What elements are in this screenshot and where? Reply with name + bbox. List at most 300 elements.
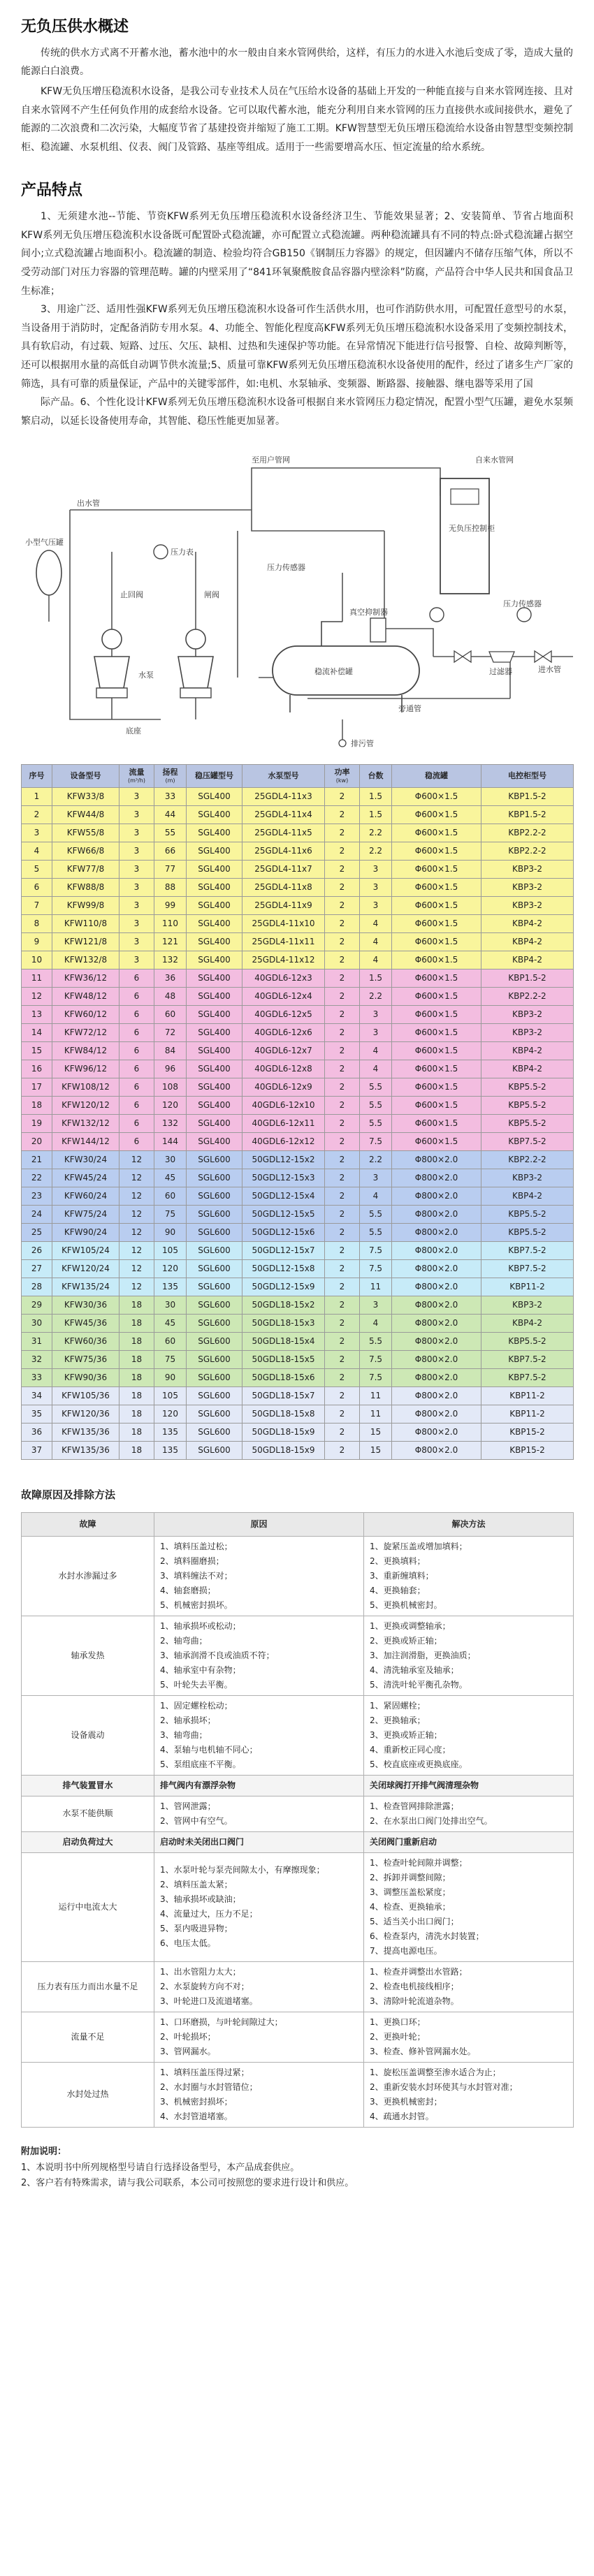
table-cell: KBP15-2 xyxy=(481,1442,574,1460)
notes-title: 附加说明： xyxy=(21,2146,67,2157)
table-cell: 3 xyxy=(119,861,154,879)
table-cell: Φ600×1.5 xyxy=(392,915,481,933)
table-cell: 50GDL12-15x9 xyxy=(242,1278,325,1296)
table-cell: 50GDL12-15x6 xyxy=(242,1224,325,1242)
table-cell: 121 xyxy=(154,933,187,951)
table-cell: 2 xyxy=(325,1260,360,1278)
table-cell: KBP5.5-2 xyxy=(481,1097,574,1115)
table-cell: KFW77/8 xyxy=(52,861,119,879)
table-cell: 34 xyxy=(22,1387,52,1405)
feature-paragraph-2: 3、用途广泛、适用性强KFW系列无负压增压稳流积水设备可作生活供水用，也可作消防供水用，可配置任意型号的水泵，当设备用于消防时，定配备消防专用水泵。4、功能全、智能化程度高KFW系列无负压增压稳流积水设备采用了变频控制技术，具有软启动，有过载、短路、过压、欠压、缺相、过热和失速保护等功能。在异常情况下能进行信号报警、自检、故障判断等，还可以根据用水量的高低自动调节供水流量;5、质量可靠KFW系列无负压增压稳流积水设备使用的配件，经过了诸多生产厂家的筛选，具有可靠的质量保证，产品中的关键零部件，如:电机、水泵轴承、变频器、断路器、接触器、继电器等采用了国 xyxy=(21,304,573,390)
table-cell: 48 xyxy=(154,988,187,1006)
table-cell: 50GDL18-15x2 xyxy=(242,1296,325,1315)
table-cell: 5.5 xyxy=(360,1115,392,1133)
table-cell: 50GDL12-15x8 xyxy=(242,1260,325,1278)
table-cell: 3 xyxy=(119,824,154,842)
table-cell: SGL600 xyxy=(187,1206,242,1224)
list-item: 2、更换或矫正轴； xyxy=(370,1635,442,1646)
table-cell: 14 xyxy=(22,1024,52,1042)
table-cell: KBP2.2-2 xyxy=(481,1151,574,1169)
list-item: 5、机械密封损坏。 xyxy=(160,1600,233,1610)
label-drain-pipe: 排污管 xyxy=(351,739,374,749)
list-item: 7、提高电源电压。 xyxy=(370,1945,442,1956)
table-cell: 25GDL4-11x7 xyxy=(242,861,325,879)
table-cell: 50GDL18-15x3 xyxy=(242,1315,325,1333)
table-row xyxy=(22,1187,574,1206)
table-cell: 2 xyxy=(325,1006,360,1024)
table-row xyxy=(22,1242,574,1260)
label-pressure-gauge: 压力表 xyxy=(171,548,194,557)
table-cell: 50GDL12-15x4 xyxy=(242,1187,325,1206)
table-cell: 18 xyxy=(119,1387,154,1405)
table-cell: Φ600×1.5 xyxy=(392,1097,481,1115)
fault-row xyxy=(22,1616,574,1695)
table-cell: 25GDL4-11x11 xyxy=(242,933,325,951)
table-cell: 5.5 xyxy=(360,1097,392,1115)
table-cell: SGL400 xyxy=(187,897,242,915)
table-cell: 37 xyxy=(22,1442,52,1460)
table-cell: 2 xyxy=(325,1133,360,1151)
label-control-cabinet: 无负压控制柜 xyxy=(449,524,495,534)
table-cell: 1.5 xyxy=(360,806,392,824)
table-cell: KFW60/36 xyxy=(52,1333,119,1351)
table-cell: 60 xyxy=(154,1006,187,1024)
list-item: 1、轴承损坏或松动； xyxy=(160,1620,241,1631)
fault-row xyxy=(22,1796,574,1831)
fault-row xyxy=(22,2062,574,2127)
table-cell: KFW75/24 xyxy=(52,1206,119,1224)
list-item: 4、清洗轴承室及轴承； xyxy=(370,1664,459,1675)
table-cell: 132 xyxy=(154,1115,187,1133)
label-base: 底座 xyxy=(126,726,141,736)
table-cell: 2.2 xyxy=(360,988,392,1006)
fault-row xyxy=(22,1695,574,1775)
table-cell: 6 xyxy=(119,1097,154,1115)
table-cell: 84 xyxy=(154,1042,187,1060)
list-item: 4、检查、更换轴承； xyxy=(370,1901,451,1912)
table-cell: Φ600×1.5 xyxy=(392,842,481,861)
table-cell: KFW72/12 xyxy=(52,1024,119,1042)
table-cell: SGL600 xyxy=(187,1278,242,1296)
table-cell: 17 xyxy=(22,1078,52,1097)
table-cell: 5.5 xyxy=(360,1224,392,1242)
table-cell: SGL400 xyxy=(187,915,242,933)
table-cell: 3 xyxy=(119,788,154,806)
table-cell: 6 xyxy=(119,1060,154,1078)
table-cell: 33 xyxy=(22,1369,52,1387)
list-item: 1、更换口环； xyxy=(370,2017,426,2027)
table-cell: 3 xyxy=(119,897,154,915)
table-cell: 50GDL18-15x9 xyxy=(242,1442,325,1460)
list-item: 启动时未关闭出口阀门 xyxy=(160,1836,245,1847)
table-cell: 2 xyxy=(22,806,52,824)
table-cell: 36 xyxy=(22,1424,52,1442)
table-cell: 72 xyxy=(154,1024,187,1042)
table-cell: 18 xyxy=(119,1315,154,1333)
table-cell: KBP5.5-2 xyxy=(481,1206,574,1224)
table-cell: SGL600 xyxy=(187,1169,242,1187)
table-cell: SGL400 xyxy=(187,1060,242,1078)
list-item: 2、管网中有空气。 xyxy=(160,1815,233,1826)
table-cell: 4 xyxy=(360,1060,392,1078)
table-cell: 40GDL6-12x9 xyxy=(242,1078,325,1097)
table-cell: KBP4-2 xyxy=(481,1060,574,1078)
table-cell: 12 xyxy=(119,1187,154,1206)
table-cell: 40GDL6-12x10 xyxy=(242,1097,325,1115)
table-cell: 12 xyxy=(119,1206,154,1224)
table-cell: 25GDL4-11x12 xyxy=(242,951,325,969)
system-diagram xyxy=(21,447,573,754)
table-cell: 99 xyxy=(154,897,187,915)
table-cell: 27 xyxy=(22,1260,52,1278)
table-cell: KFW96/12 xyxy=(52,1060,119,1078)
list-item: 4、轴承室中有杂物； xyxy=(160,1664,241,1675)
fault-solutions xyxy=(364,1536,574,1616)
table-cell: 135 xyxy=(154,1278,187,1296)
list-item: 5、清洗叶轮平衡孔杂物。 xyxy=(370,1679,468,1690)
table-cell: KFW55/8 xyxy=(52,824,119,842)
table-cell: 75 xyxy=(154,1351,187,1369)
table-cell: KBP7.5-2 xyxy=(481,1133,574,1151)
table-cell: 3 xyxy=(360,861,392,879)
fault-table-body xyxy=(22,1536,574,2127)
table-cell: 4 xyxy=(22,842,52,861)
table-cell: 6 xyxy=(119,969,154,988)
list-item: 2、填料压盖太紧； xyxy=(160,1880,233,1890)
table-row xyxy=(22,861,574,879)
fault-row xyxy=(22,1775,574,1796)
list-item: 1、填料压盖过松； xyxy=(160,1541,233,1551)
table-cell: 7.5 xyxy=(360,1242,392,1260)
th-solution: 解决方法 xyxy=(364,1512,574,1536)
table-cell: KFW135/36 xyxy=(52,1424,119,1442)
table-row xyxy=(22,806,574,824)
fault-causes xyxy=(154,1695,364,1775)
table-cell: Φ800×2.0 xyxy=(392,1169,481,1187)
list-item: 4、疏通水封管。 xyxy=(370,2111,434,2121)
list-item: 4、重新校正同心度； xyxy=(370,1744,451,1755)
table-cell: KBP3-2 xyxy=(481,861,574,879)
features-title: 产品特点 xyxy=(21,182,83,200)
table-row xyxy=(22,951,574,969)
table-row xyxy=(22,1042,574,1060)
spec-table-header xyxy=(22,765,574,788)
table-cell: 6 xyxy=(119,1115,154,1133)
table-cell: 4 xyxy=(360,951,392,969)
list-item: 1、旋紧压盖或增加填料； xyxy=(370,1541,468,1551)
label-vacuum-suppressor: 真空抑制器 xyxy=(349,608,388,617)
table-cell: 45 xyxy=(154,1169,187,1187)
list-item: 2、轴承损坏； xyxy=(160,1715,216,1725)
fault-row xyxy=(22,2012,574,2062)
table-cell: 9 xyxy=(22,933,52,951)
table-cell: Φ800×2.0 xyxy=(392,1424,481,1442)
table-cell: KFW105/36 xyxy=(52,1387,119,1405)
table-cell: KFW60/24 xyxy=(52,1187,119,1206)
fault-solutions xyxy=(364,2012,574,2062)
table-cell: Φ600×1.5 xyxy=(392,897,481,915)
table-cell: 40GDL6-12x12 xyxy=(242,1133,325,1151)
table-cell: KFW108/12 xyxy=(52,1078,119,1097)
table-cell: Φ800×2.0 xyxy=(392,1351,481,1369)
table-cell: 12 xyxy=(22,988,52,1006)
table-cell: Φ600×1.5 xyxy=(392,933,481,951)
table-cell: 2 xyxy=(325,788,360,806)
table-cell: 2 xyxy=(325,1351,360,1369)
table-row xyxy=(22,1169,574,1187)
table-cell: 50GDL12-15x2 xyxy=(242,1151,325,1169)
fault-name: 水封水渗漏过多 xyxy=(22,1536,154,1616)
label-pressure-tank: 小型气压罐 xyxy=(25,538,64,548)
feature-paragraph-1: 1、无须建水池--节能、节资KFW系列无负压增压稳流积水设备经济卫生、节能效果显著；2、安装简单、节省占地面积KFW系列无负压增压稳流积水设备既可配置卧式稳流罐，亦可配置立式稳流罐。两种稳流罐具有不同的特点:卧式稳流罐占据空间小;立式稳流罐占地面积小。稳流罐的制造、检验均符合GB150《钢制压力容器》的规定，但因罐内不储存压缩气体，所以不受劳动部门对压力容器的管理范畴。罐的内壁采用了“841环氧聚酰胺食品容器内壁涂料”防腐，产品符合中华人民共和国食品卫生标准； xyxy=(21,211,573,297)
table-cell: 30 xyxy=(154,1151,187,1169)
table-cell: 45 xyxy=(154,1315,187,1333)
table-cell: 2 xyxy=(325,1060,360,1078)
table-cell: KFW48/12 xyxy=(52,988,119,1006)
table-cell: 25GDL4-11x8 xyxy=(242,879,325,897)
table-cell: 2 xyxy=(325,1024,360,1042)
fault-name: 水封处过热 xyxy=(22,2062,154,2127)
table-cell: Φ600×1.5 xyxy=(392,1078,481,1097)
table-cell: 120 xyxy=(154,1405,187,1424)
table-cell: KBP7.5-2 xyxy=(481,1369,574,1387)
fault-solutions xyxy=(364,1695,574,1775)
table-row xyxy=(22,1224,574,1242)
list-item: 3、检查、修补管网漏水处。 xyxy=(370,2046,476,2056)
table-cell: KBP15-2 xyxy=(481,1424,574,1442)
table-cell: KBP4-2 xyxy=(481,951,574,969)
table-row xyxy=(22,1387,574,1405)
table-cell: 18 xyxy=(22,1097,52,1115)
table-cell: Φ600×1.5 xyxy=(392,1060,481,1078)
table-cell: 108 xyxy=(154,1078,187,1097)
table-row xyxy=(22,1424,574,1442)
table-cell: 11 xyxy=(22,969,52,988)
table-cell: 40GDL6-12x6 xyxy=(242,1024,325,1042)
table-cell: 31 xyxy=(22,1333,52,1351)
table-cell: KFW120/24 xyxy=(52,1260,119,1278)
fault-causes xyxy=(154,1616,364,1695)
table-cell: KFW88/8 xyxy=(52,879,119,897)
table-cell: 4 xyxy=(360,1187,392,1206)
fault-causes xyxy=(154,2062,364,2127)
list-item: 3、更换机械密封； xyxy=(370,2096,442,2107)
table-cell: 105 xyxy=(154,1242,187,1260)
table-cell: SGL400 xyxy=(187,969,242,988)
table-cell: 1.5 xyxy=(360,788,392,806)
list-item: 2、水泵旋转方向不对； xyxy=(160,1981,249,1991)
table-cell: 11 xyxy=(360,1405,392,1424)
table-row xyxy=(22,1151,574,1169)
table-cell: 3 xyxy=(119,933,154,951)
table-cell: SGL600 xyxy=(187,1387,242,1405)
table-cell: 11 xyxy=(360,1387,392,1405)
list-item: 4、轴套磨损； xyxy=(160,1585,216,1595)
table-cell: 2 xyxy=(325,1333,360,1351)
table-cell: SGL600 xyxy=(187,1260,242,1278)
table-cell: Φ800×2.0 xyxy=(392,1296,481,1315)
fault-row xyxy=(22,1831,574,1852)
list-item: 3、轴弯曲； xyxy=(160,1729,208,1740)
table-cell: 2 xyxy=(325,1042,360,1060)
table-cell: 12 xyxy=(119,1278,154,1296)
note-item: 2、客户若有特殊需求，请与我公司联系，本公司可按照您的要求进行设计和供应。 xyxy=(21,2178,354,2189)
table-cell: KFW33/8 xyxy=(52,788,119,806)
table-cell: 90 xyxy=(154,1369,187,1387)
table-cell: 2 xyxy=(325,1115,360,1133)
table-cell: SGL600 xyxy=(187,1187,242,1206)
table-cell: 66 xyxy=(154,842,187,861)
list-item: 3、机械密封损坏； xyxy=(160,2096,233,2107)
table-cell: 29 xyxy=(22,1296,52,1315)
table-cell: KBP4-2 xyxy=(481,1187,574,1206)
table-cell: 50GDL18-15x6 xyxy=(242,1369,325,1387)
table-cell: SGL400 xyxy=(187,1024,242,1042)
table-cell: 110 xyxy=(154,915,187,933)
table-cell: KBP11-2 xyxy=(481,1278,574,1296)
table-cell: 60 xyxy=(154,1187,187,1206)
table-cell: 30 xyxy=(22,1315,52,1333)
list-item: 2、更换轴承； xyxy=(370,1715,426,1725)
table-cell: 2 xyxy=(325,1169,360,1187)
table-cell: 15 xyxy=(360,1424,392,1442)
table-cell: 135 xyxy=(154,1442,187,1460)
fault-causes xyxy=(154,1796,364,1831)
table-cell: 6 xyxy=(119,1006,154,1024)
list-item: 2、更换叶轮； xyxy=(370,2031,426,2042)
table-cell: KBP5.5-2 xyxy=(481,1333,574,1351)
table-cell: 2 xyxy=(325,915,360,933)
list-item: 4、更换轴套； xyxy=(370,1585,426,1595)
table-cell: SGL400 xyxy=(187,879,242,897)
table-cell: 88 xyxy=(154,879,187,897)
table-cell: 96 xyxy=(154,1060,187,1078)
table-cell: 50GDL12-15x3 xyxy=(242,1169,325,1187)
list-item: 6、检查泵内，清洗水封装置； xyxy=(370,1931,484,1941)
table-cell: KFW99/8 xyxy=(52,897,119,915)
table-cell: KBP3-2 xyxy=(481,879,574,897)
table-cell: 3 xyxy=(360,879,392,897)
table-cell: 2 xyxy=(325,806,360,824)
table-cell: SGL400 xyxy=(187,988,242,1006)
table-cell: 50GDL18-15x7 xyxy=(242,1387,325,1405)
table-cell: 40GDL6-12x5 xyxy=(242,1006,325,1024)
label-check-valve: 止回阀 xyxy=(120,590,143,600)
table-cell: Φ800×2.0 xyxy=(392,1206,481,1224)
fault-causes xyxy=(154,1536,364,1616)
table-cell: 25 xyxy=(22,1224,52,1242)
table-cell: SGL600 xyxy=(187,1296,242,1315)
fault-name: 设备震动 xyxy=(22,1695,154,1775)
table-cell: SGL400 xyxy=(187,1097,242,1115)
table-cell: SGL400 xyxy=(187,933,242,951)
table-cell: KBP11-2 xyxy=(481,1405,574,1424)
list-item: 1、口环磨损，与叶轮间隙过大； xyxy=(160,2017,283,2027)
label-bypass: 旁通管 xyxy=(398,704,421,714)
table-cell: Φ800×2.0 xyxy=(392,1151,481,1169)
table-cell: 2 xyxy=(325,1224,360,1242)
table-cell: 2.2 xyxy=(360,842,392,861)
table-cell: 6 xyxy=(119,988,154,1006)
table-cell: 2 xyxy=(325,1206,360,1224)
fault-row xyxy=(22,1852,574,1961)
table-cell: 6 xyxy=(119,1024,154,1042)
table-cell: 3 xyxy=(360,1006,392,1024)
table-cell: KFW90/36 xyxy=(52,1369,119,1387)
fault-name: 压力表有压力而出水量不足 xyxy=(22,1961,154,2012)
table-cell: Φ600×1.5 xyxy=(392,788,481,806)
table-cell: Φ800×2.0 xyxy=(392,1260,481,1278)
table-cell: SGL400 xyxy=(187,806,242,824)
table-cell: SGL600 xyxy=(187,1351,242,1369)
table-cell: Φ600×1.5 xyxy=(392,824,481,842)
fault-name: 排气装置冒水 xyxy=(22,1775,154,1796)
th-fault: 故障 xyxy=(22,1512,154,1536)
th-index: 序号 xyxy=(22,765,52,788)
table-cell: SGL600 xyxy=(187,1442,242,1460)
table-row xyxy=(22,1333,574,1351)
fault-causes xyxy=(154,1775,364,1796)
label-user-pipe: 至用户管网 xyxy=(252,455,290,465)
table-cell: Φ600×1.5 xyxy=(392,988,481,1006)
table-row xyxy=(22,1351,574,1369)
table-cell: 2.2 xyxy=(360,824,392,842)
table-cell: 19 xyxy=(22,1115,52,1133)
table-cell: SGL600 xyxy=(187,1315,242,1333)
table-cell: SGL400 xyxy=(187,788,242,806)
table-cell: 7.5 xyxy=(360,1133,392,1151)
table-cell: 2 xyxy=(325,969,360,988)
table-row xyxy=(22,1078,574,1097)
table-cell: Φ800×2.0 xyxy=(392,1405,481,1424)
table-cell: 44 xyxy=(154,806,187,824)
table-cell: Φ800×2.0 xyxy=(392,1442,481,1460)
intro-paragraph-1: 传统的供水方式离不开蓄水池，蓄水池中的水一般由自来水管网供给，这样，有压力的水进入水池后变成了零，造成大量的能源白白浪费。 xyxy=(21,47,573,78)
table-cell: 32 xyxy=(22,1351,52,1369)
table-row xyxy=(22,1405,574,1424)
table-cell: 2 xyxy=(325,933,360,951)
table-cell: SGL400 xyxy=(187,861,242,879)
table-row xyxy=(22,969,574,988)
table-cell: SGL600 xyxy=(187,1424,242,1442)
table-cell: KBP4-2 xyxy=(481,933,574,951)
table-cell: 50GDL18-15x4 xyxy=(242,1333,325,1351)
table-cell: 12 xyxy=(119,1224,154,1242)
table-cell: 2 xyxy=(325,1242,360,1260)
table-cell: 2 xyxy=(325,842,360,861)
th-stabilizer: 稳流罐 xyxy=(392,765,481,788)
list-item: 3、清除叶轮流道杂物。 xyxy=(370,1996,459,2006)
table-cell: SGL400 xyxy=(187,1115,242,1133)
table-cell: KFW36/12 xyxy=(52,969,119,988)
table-cell: 21 xyxy=(22,1151,52,1169)
list-item: 3、更换或矫正轴； xyxy=(370,1729,442,1740)
table-cell: 18 xyxy=(119,1442,154,1460)
table-cell: 50GDL18-15x5 xyxy=(242,1351,325,1369)
spacer xyxy=(21,158,573,176)
table-cell: KBP1.5-2 xyxy=(481,969,574,988)
table-row xyxy=(22,1206,574,1224)
table-cell: 77 xyxy=(154,861,187,879)
table-cell: 2 xyxy=(325,1296,360,1315)
table-cell: 11 xyxy=(360,1278,392,1296)
fault-solutions xyxy=(364,1796,574,1831)
table-cell: KFW105/24 xyxy=(52,1242,119,1260)
table-cell: Φ600×1.5 xyxy=(392,969,481,988)
table-cell: 60 xyxy=(154,1333,187,1351)
table-cell: SGL600 xyxy=(187,1224,242,1242)
table-cell: 50GDL18-15x9 xyxy=(242,1424,325,1442)
